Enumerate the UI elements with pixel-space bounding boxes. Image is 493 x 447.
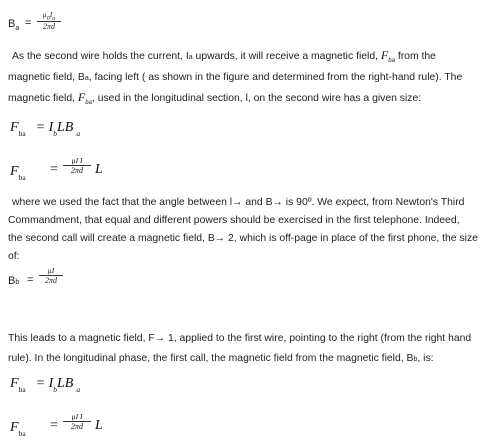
eq3-mu: μ bbox=[71, 156, 76, 165]
eq1-lhs-sub: a bbox=[15, 25, 20, 32]
eq1-mu: μ bbox=[42, 10, 47, 19]
eq3-equals: = bbox=[50, 162, 58, 177]
para1-line1 bbox=[8, 46, 488, 68]
para3-line2a: rule). In the longitudinal phase, the first call, the magnetic field from the magnetic field, B bbox=[8, 353, 414, 364]
equation-b-a bbox=[8, 10, 128, 40]
equation-force-2 bbox=[10, 154, 170, 184]
paragraph-1 bbox=[8, 46, 488, 110]
eq4-lhs-sub: b bbox=[15, 279, 20, 286]
eq3-lhs bbox=[10, 162, 26, 180]
eq4-lhs-symbol: B bbox=[8, 275, 16, 287]
eq2-field-sub: a bbox=[76, 129, 81, 138]
eq3-force-sub: ba bbox=[18, 173, 26, 182]
eq3-numerator bbox=[62, 156, 92, 165]
eq2-lb: LB bbox=[57, 120, 74, 135]
eq1-lhs-symbol: B bbox=[8, 18, 16, 30]
para3-line2b: , is: bbox=[417, 353, 434, 364]
eq6-lhs bbox=[10, 418, 26, 436]
para1-line3-force: F bbox=[77, 90, 86, 104]
para3-line1: This leads to a magnetic field, F→ 1, applied to the first wire, pointing to the right (from the right hand bbox=[8, 333, 472, 344]
eq1-fraction bbox=[36, 10, 62, 32]
para1-text1: As the second wire holds the current, I bbox=[12, 51, 189, 62]
para2-line2: Commandment, that equal and different powers should be exercised in the first telephone. Indeed, bbox=[8, 215, 460, 226]
para1-line3b: , used in the longitudinal section, l, on the second wire has a given size: bbox=[91, 93, 422, 104]
eq4-mu: μ bbox=[47, 266, 52, 275]
eq6-length: L bbox=[95, 418, 103, 433]
equation-force-3 bbox=[10, 374, 170, 398]
eq1-current: I bbox=[49, 10, 53, 19]
para1-line2b: , facing left ( as shown in the figure and determined from the right-hand rule). The bbox=[88, 72, 463, 83]
para1-current-sub: a bbox=[188, 54, 193, 61]
eq1-mu-sub: 0 bbox=[46, 16, 50, 22]
para2-line1: where we used the fact that the angle between l→ and B→ is 90º. We expect, from Newton's Third bbox=[12, 197, 465, 208]
eq4-fraction bbox=[38, 266, 64, 286]
eq6-force-sub: ba bbox=[18, 429, 26, 438]
eq6-currents: I I bbox=[75, 412, 83, 421]
eq2-current-sub: b bbox=[53, 129, 58, 138]
eq1-denominator: 2πd bbox=[42, 22, 55, 31]
eq5-force: F bbox=[10, 376, 19, 391]
eq4-numerator bbox=[38, 266, 64, 275]
para3-line2-sub: b bbox=[413, 356, 418, 363]
eq5-force-sub: ba bbox=[18, 385, 26, 394]
equation-b-b bbox=[8, 266, 128, 296]
para3-line2 bbox=[8, 349, 488, 370]
eq5-lb: LB bbox=[57, 376, 74, 391]
eq3-currents: I I bbox=[75, 156, 83, 165]
eq1-numerator bbox=[36, 10, 62, 21]
eq2-rhs: = I bbox=[35, 120, 54, 135]
eq5-field-sub: a bbox=[76, 385, 81, 394]
paragraph-3 bbox=[8, 329, 488, 370]
para1-force-sub: ba bbox=[388, 58, 395, 64]
eq6-equals: = bbox=[50, 418, 58, 433]
para1-force-symbol: F bbox=[380, 48, 389, 62]
para1-line2-sub: a bbox=[84, 75, 89, 82]
eq3-length: L bbox=[95, 162, 103, 177]
paragraph-2 bbox=[8, 194, 488, 266]
para2-line4: of: bbox=[8, 251, 20, 262]
eq3-fraction bbox=[62, 156, 92, 176]
para1-text2: upwards, it will receive a magnetic field, bbox=[192, 51, 381, 62]
para1-line2 bbox=[8, 68, 488, 88]
para1-line2a: magnetic field, B bbox=[8, 72, 85, 83]
eq4-denominator: 2πd bbox=[44, 276, 57, 285]
eq3-denominator: 2πd bbox=[70, 166, 83, 175]
equation-force-4 bbox=[10, 410, 170, 440]
eq5-rhs: = I bbox=[35, 376, 54, 391]
eq6-force: F bbox=[10, 420, 19, 435]
eq4-equals: = bbox=[27, 274, 34, 286]
eq4-current: I bbox=[51, 266, 55, 275]
para1-text3: from the bbox=[394, 51, 436, 62]
eq5-current-sub: b bbox=[53, 385, 58, 394]
para1-line3 bbox=[8, 88, 488, 110]
eq1-equals: = bbox=[25, 17, 32, 29]
eq6-mu: μ bbox=[71, 412, 76, 421]
eq1-lhs bbox=[8, 18, 19, 30]
eq3-force: F bbox=[10, 164, 19, 179]
para2-line3: the second call will create a magnetic field, B→ 2, which is off-page in place of the first phone, the size bbox=[8, 233, 478, 244]
eq4-lhs bbox=[8, 275, 19, 287]
eq2-force-sub: ba bbox=[18, 129, 26, 138]
eq1-current-sub: a bbox=[52, 16, 56, 22]
equation-force-1 bbox=[10, 118, 170, 142]
para1-line3-sub: ba bbox=[85, 100, 92, 106]
eq6-numerator bbox=[62, 412, 92, 421]
para1-line3a: magnetic field, bbox=[8, 93, 78, 104]
eq2-force: F bbox=[10, 120, 19, 135]
eq6-denominator: 2πd bbox=[70, 422, 83, 431]
eq6-fraction bbox=[62, 412, 92, 432]
